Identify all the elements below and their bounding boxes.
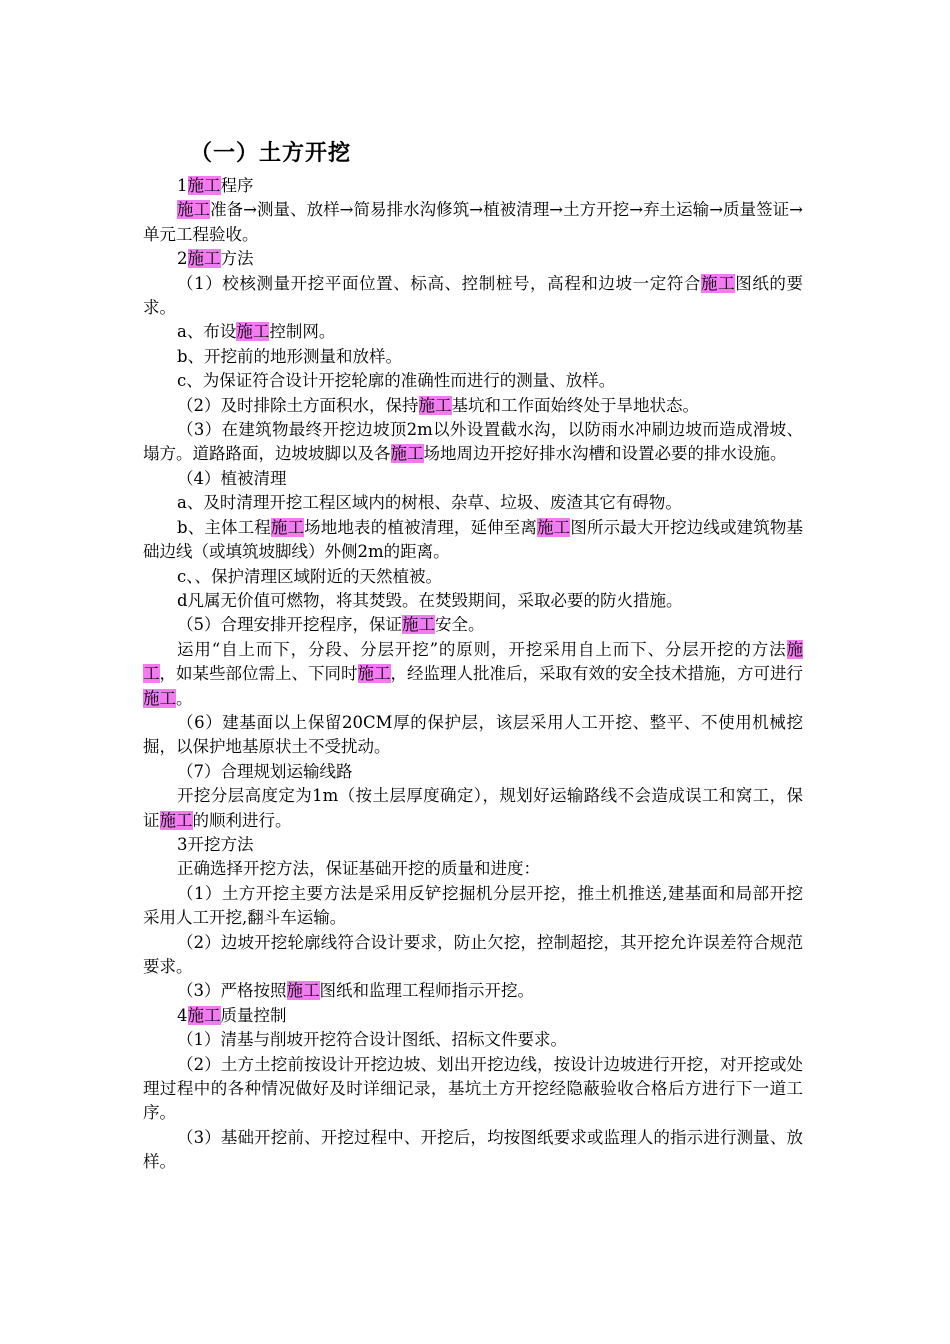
paragraph: 开挖分层高度定为1m（按土层厚度确定），规划好运输路线不会造成误工和窝工，保证施工的顺利进行。 — [143, 786, 803, 830]
paragraph: （3）基础开挖前、开挖过程中、开挖后，均按图纸要求或监理人的指示进行测量、放样。 — [143, 1127, 803, 1172]
paragraph: b、主体工程施工场地地表的植被清理，延伸至离施工图所示最大开挖边线或建筑物基础边线（或填筑坡脚线）外侧2m的距离。 — [143, 517, 804, 562]
paragraph: （7）合理规划运输线路 — [177, 761, 353, 781]
paragraph: d凡属无价值可燃物，将其焚毁。在焚毁期间，采取必要的防火措施。 — [177, 590, 683, 610]
paragraph: 1施工程序 — [177, 176, 254, 195]
highlighted-term: 施工 — [143, 639, 803, 684]
paragraph: （1）清基与削坡开挖符合设计图纸、招标文件要求。 — [177, 1030, 567, 1050]
paragraph: 施工准备→测量、放样→简易排水沟修筑→植被清理→土方开挖→弃土运输→质量签证→单元工程验收。 — [143, 200, 804, 244]
highlighted-term: 施工 — [187, 176, 221, 195]
highlighted-term: 施工 — [236, 322, 270, 342]
paragraph: （3）严格按照施工图纸和监理工程师指示开挖。 — [177, 981, 534, 1001]
highlighted-term: 施工 — [701, 273, 736, 293]
paragraph: （4）植被清理 — [177, 468, 287, 488]
highlighted-term: 施工 — [390, 444, 424, 464]
highlighted-term: 施工 — [402, 615, 435, 635]
paragraph: a、及时清理开挖工程区域内的树根、杂草、垃圾、废渣其它有碍物。 — [177, 493, 682, 513]
paragraph: 4施工质量控制 — [177, 1005, 287, 1025]
section-heading: （一）土方开挖 — [190, 141, 352, 166]
highlighted-term: 施工 — [270, 517, 305, 537]
paragraph: 运用“自上而下，分段、分层开挖”的原则，开挖采用自上而下、分层开挖的方法施工，如某些部位需上、下同时施工，经监理人批准后，采取有效的安全技术措施，方可进行施工。 — [143, 639, 803, 708]
paragraph: （6）建基面以上保留20CM厚的保护层，该层采用人工开挖、整平、不使用机械挖掘，以保护地基原状土不受扰动。 — [143, 712, 803, 757]
paragraph: （1）土方开挖主要方法是采用反铲挖掘机分层开挖，推土机推送,建基面和局部开挖采用人工开挖,翻斗车运输。 — [143, 883, 803, 928]
paragraph: c、、保护清理区域附近的天然植被。 — [177, 566, 442, 586]
highlighted-term: 施工 — [357, 664, 391, 684]
paragraph: （3）在建筑物最终开挖边坡顶2m以外设置截水沟，以防雨水冲刷边坡而造成滑坡、塌方。道路路面，边坡坡脚以及各施工场地周边开挖好排水沟槽和设置必要的排水设施。 — [143, 420, 803, 464]
paragraph: 正确选择开挖方法，保证基础开挖的质量和进度： — [177, 859, 540, 879]
paragraph: （2）及时排除土方面积水，保持施工基坑和工作面始终处于旱地状态。 — [177, 395, 699, 415]
paragraph: （2）土方土挖前按设计开挖边坡、划出开挖边线，按设计边坡进行开挖，对开挖或处理过程中的各种情况做好及时详细记录，基坑土方开挖经隐蔽验收合格后方进行下一道工序。 — [143, 1054, 803, 1123]
document-body — [143, 174, 803, 1175]
highlighted-term: 施工 — [187, 1005, 221, 1025]
highlighted-term: 施工 — [159, 810, 193, 830]
paragraph: 2施工方法 — [177, 249, 254, 269]
paragraph: 3开挖方法 — [177, 834, 254, 854]
paragraph: a、布设施工控制网。 — [177, 322, 336, 342]
paragraph: （5）合理安排开挖程序，保证施工安全。 — [177, 615, 485, 635]
paragraph: b、开挖前的地形测量和放样。 — [177, 346, 403, 366]
highlighted-term: 施工 — [286, 981, 320, 1001]
paragraph: （1）校核测量开挖平面位置、标高、控制桩号，高程和边坡一定符合施工图纸的要求。 — [143, 273, 804, 318]
paragraph: （2）边坡开挖轮廓线符合设计要求，防止欠挖，控制超挖，其开挖允许误差符合规范要求。 — [143, 932, 803, 976]
highlighted-term: 施工 — [187, 249, 221, 269]
highlighted-term: 施工 — [143, 688, 176, 708]
highlighted-term: 施工 — [418, 395, 452, 415]
highlighted-term: 施工 — [177, 200, 211, 220]
paragraph: c、为保证符合设计开挖轮廓的准确性而进行的测量、放样。 — [177, 371, 616, 391]
highlighted-term: 施工 — [537, 517, 571, 537]
